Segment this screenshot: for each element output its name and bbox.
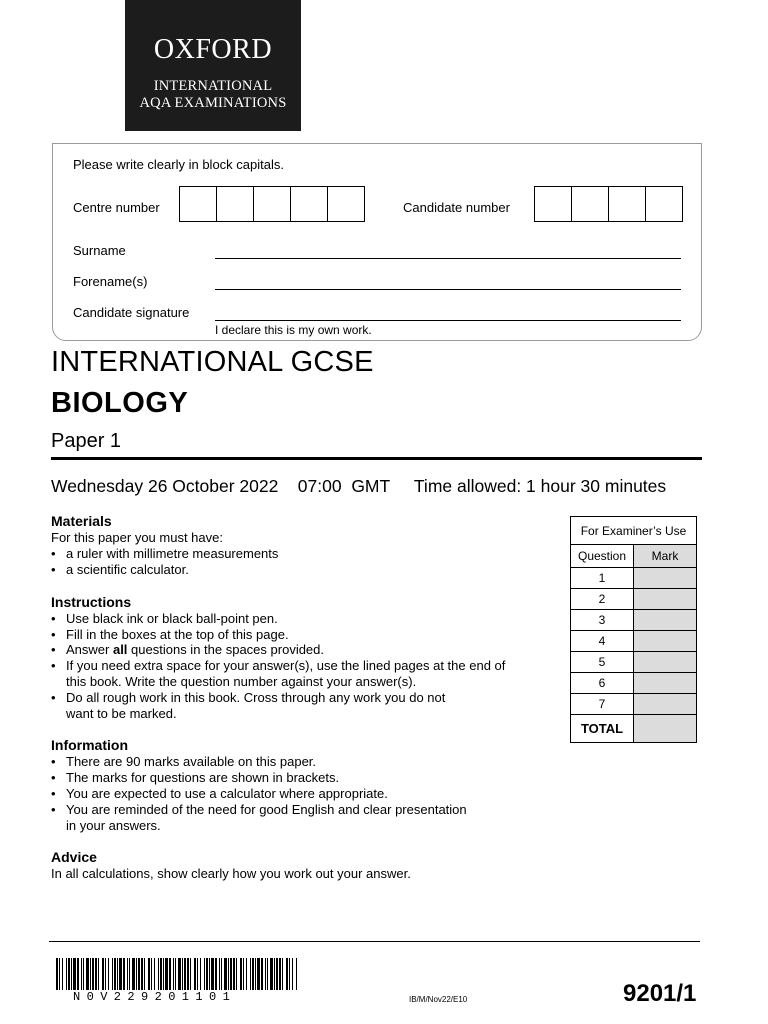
centre-number-box[interactable] [180, 187, 217, 221]
advice-heading: Advice [51, 849, 97, 865]
materials-intro: For this paper you must have: [51, 530, 223, 545]
candidate-details-box [52, 143, 702, 341]
logo-line-1: OXFORD [153, 34, 273, 65]
exam-schedule [51, 476, 666, 497]
logo-line-2: INTERNATIONAL [153, 78, 273, 94]
surname-line[interactable] [215, 258, 681, 259]
title-divider [51, 457, 702, 460]
centre-number-box[interactable] [291, 187, 328, 221]
oxford-aqa-logo [125, 0, 301, 131]
materials-heading: Materials [51, 513, 112, 529]
centre-number-box[interactable] [217, 187, 254, 221]
question-number: 1 [571, 568, 634, 589]
advice-text: In all calculations, show clearly how you work out your answer. [51, 866, 411, 881]
exam-date: Wednesday 26 October 2022 [51, 476, 279, 496]
question-number: 5 [571, 652, 634, 673]
barcode-digits: N0V229201101 [73, 990, 237, 1004]
mark-cell [634, 652, 697, 673]
mark-column-header: Mark [634, 545, 697, 568]
qualification-title: INTERNATIONAL GCSE [51, 346, 374, 378]
total-mark-cell [634, 715, 697, 743]
centre-number-label: Centre number [73, 200, 160, 215]
forename-line[interactable] [215, 289, 681, 290]
signature-label: Candidate signature [73, 305, 190, 320]
instructions-heading: Instructions [51, 594, 132, 610]
candidate-number-box[interactable] [535, 187, 572, 221]
question-number: 3 [571, 610, 634, 631]
mark-cell [634, 631, 697, 652]
candidate-number-boxes[interactable] [534, 186, 683, 222]
total-label: TOTAL [571, 715, 634, 743]
block-capitals-instruction: Please write clearly in block capitals. [73, 157, 284, 172]
surname-label: Surname [73, 243, 126, 258]
candidate-number-box[interactable] [609, 187, 646, 221]
footer-divider [49, 941, 700, 942]
centre-number-box[interactable] [254, 187, 291, 221]
mark-cell [634, 673, 697, 694]
barcode [56, 958, 298, 990]
subject-title: BIOLOGY [51, 387, 189, 419]
reference-code: IB/M/Nov22/E10 [409, 995, 468, 1004]
centre-number-box[interactable] [328, 187, 364, 221]
declaration-text: I declare this is my own work. [215, 323, 372, 337]
logo-line-3: AQA EXAMINATIONS [139, 95, 287, 111]
question-column-header: Question [571, 545, 634, 568]
time-allowed: Time allowed: 1 hour 30 minutes [413, 476, 667, 496]
question-number: 4 [571, 631, 634, 652]
signature-line[interactable] [215, 320, 681, 321]
mark-cell [634, 589, 697, 610]
paper-code: 9201/1 [623, 980, 697, 1007]
paper-number: Paper 1 [51, 430, 122, 452]
candidate-number-label: Candidate number [403, 200, 510, 215]
mark-cell [634, 694, 697, 715]
question-number: 7 [571, 694, 634, 715]
mark-cell [634, 568, 697, 589]
examiner-use-table [570, 516, 697, 743]
mark-cell [634, 610, 697, 631]
information-heading: Information [51, 737, 128, 753]
examiner-table-title: For Examiner’s Use [571, 517, 697, 545]
candidate-number-box[interactable] [646, 187, 682, 221]
question-number: 2 [571, 589, 634, 610]
candidate-number-box[interactable] [572, 187, 609, 221]
question-number: 6 [571, 673, 634, 694]
exam-time: 07:00 GMT [297, 476, 390, 496]
forename-label: Forename(s) [73, 274, 148, 289]
centre-number-boxes[interactable] [179, 186, 365, 222]
